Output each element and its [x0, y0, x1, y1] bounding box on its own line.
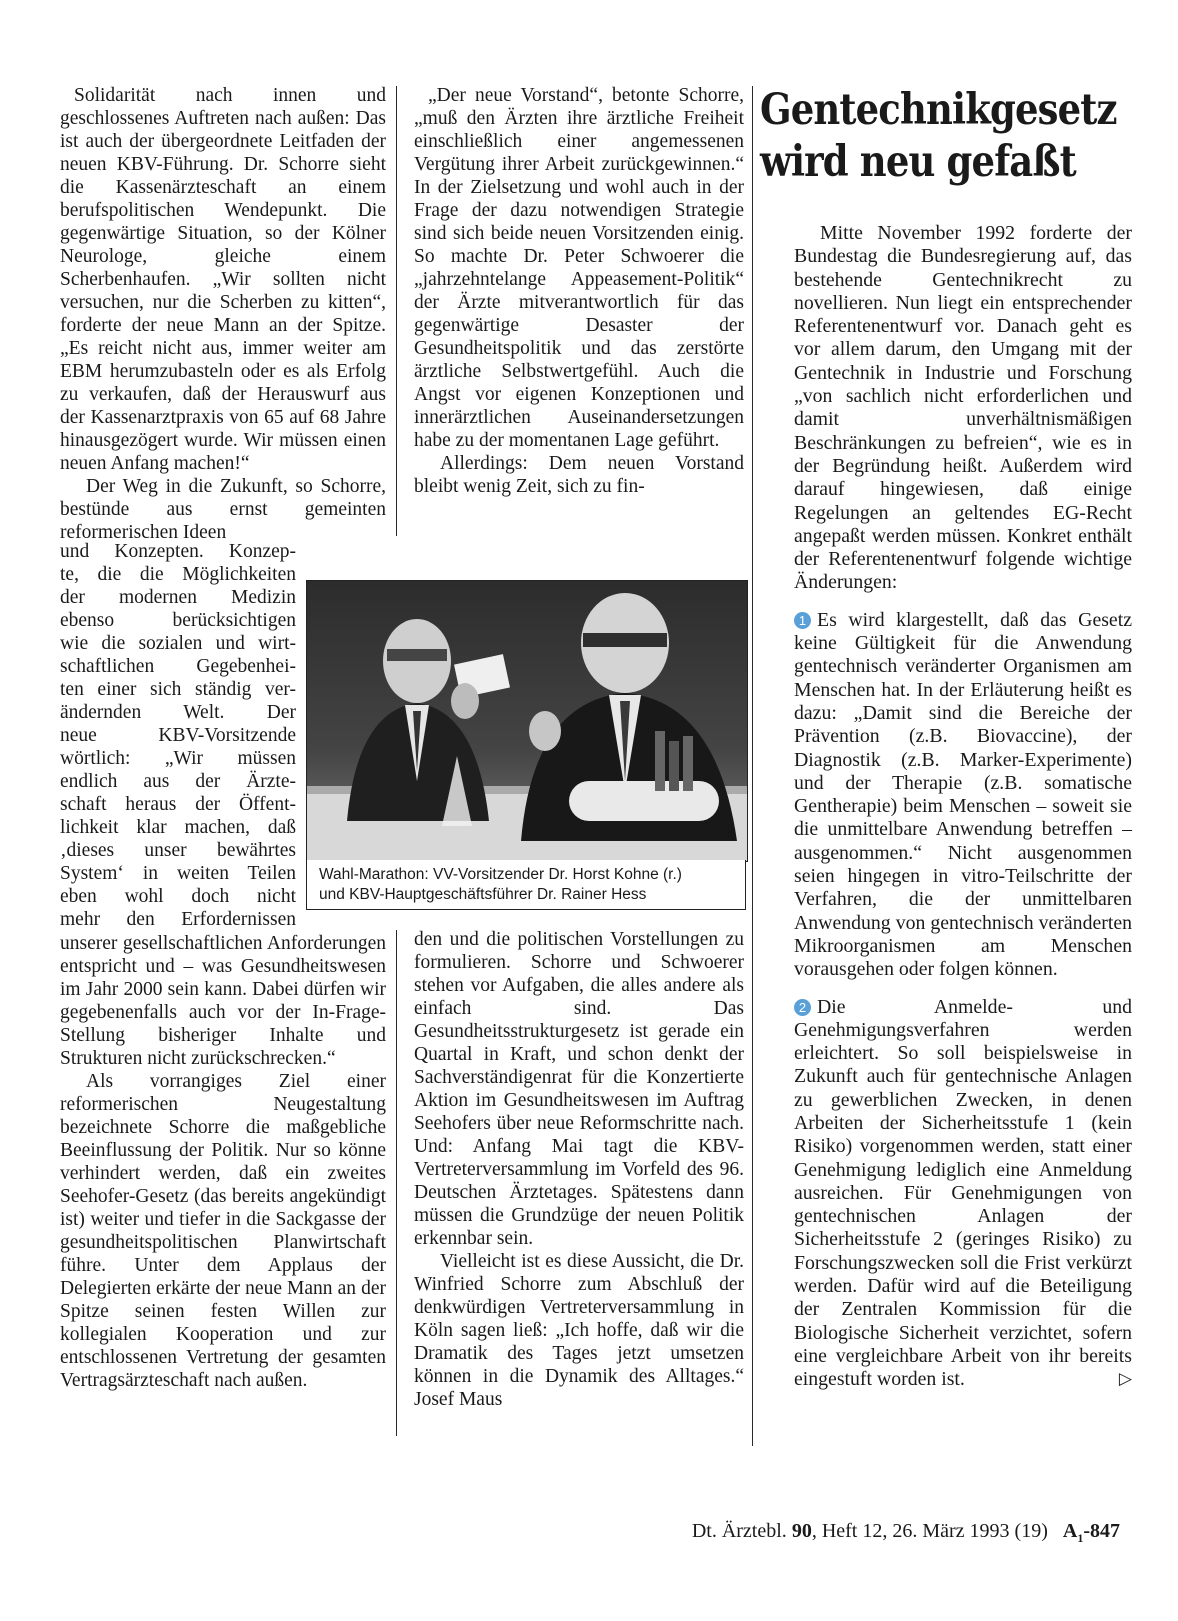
wrapped-line: ebenso berücksichtigen: [60, 610, 296, 631]
continue-arrow-icon: ▷: [1118, 1369, 1132, 1390]
item-text: Die Anmelde- und Genehmigungsverfahren werden erleichtert. So soll beispielsweise in Zukunft auch für gentechnische Anlagen zu gewerblichen Zwecken, in denen Arbeiten der Sicherheitsstufe 1 (kein Risiko) vorgenommen werden, statt einer Genehmigung lediglich eine Anmeldung ausreichen. Für Genehmigungen von gentechnischen Anlagen der Sicherheitsstufe 2 (geringes Risiko) zu Forschungszwecken soll die Frist verkürzt werden. Dafür wird auf die Beteiligung der Zentralen Kommission für die Biologische Sicherheit verzichtet, sofern eine vergleichbare Arbeit von ihr bereits eingestuft worden ist.: [794, 995, 1132, 1391]
headline-line: wird neu gefaßt: [760, 137, 1076, 187]
page-sub: 1: [1077, 1531, 1084, 1545]
wrapped-line: ten einer sich ständig ver-: [60, 679, 296, 700]
photo-caption: [306, 860, 746, 910]
paragraph-text: Vielleicht ist es diese Aussicht, die Dr. Winfried Schorre zum Abschluß der denkwürdigen Vertreterversammlung in Köln sagen ließ: „Ich hoffe, daß wir die Dramatik des Tages jetzt umsetzen können in die Dynamik des Alltages.“: [414, 1251, 744, 1387]
page-footer: [600, 1520, 1120, 1546]
sidebar-body: [794, 222, 1132, 1392]
sidebar-item-2: [794, 996, 1132, 1392]
sidebar-headline: [760, 84, 1117, 188]
column-rule: [396, 86, 397, 536]
wrapped-line: te, die die Möglichkeiten: [60, 564, 296, 585]
number-2-bullet-icon: 2: [794, 999, 811, 1016]
sidebar-intro: Mitte November 1992 forderte der Bundestag die Bundesregierung auf, das bestehende Gentechnikrecht zu novellieren. Nun liegt ein entsprechender Referentenentwurf vor. Danach geht es vor allem darum, den Umgang mit der Gentechnik in Industrie und Forschung „von sachlich nicht erforderlichen und damit unverhältnismäßigen Beschränkungen zu befreien“, wie es in der Begründung heißt. Außerdem wird darauf hingewiesen, daß einige Regelungen an geltendes EG-Recht angepaßt werden müssen. Konkret enthält der Referentenentwurf folgende wichtige Änderungen:: [794, 222, 1132, 594]
wrapped-line: ändernden Welt. Der: [60, 702, 296, 723]
column-rule: [752, 86, 753, 1446]
wrapped-line: wie die sozialen und wirt-: [60, 633, 296, 654]
paragraph: unserer gesellschaftlichen Anforderungen entspricht und – was Gesundheitswesen im Jahr 2000 sein kann. Dabei dürfen wir gegebenenfalls auch vor der In-Frage-Stellung bisheriger Inhalte und Strukturen nicht zurückschrecken.“: [60, 933, 386, 1069]
journal-name: Dt. Ärztebl.: [691, 1520, 787, 1542]
article-column-2-bottom: [414, 928, 744, 1411]
page-number: -847: [1083, 1520, 1120, 1542]
wrapped-line: lichkeit klar machen, daß: [60, 817, 296, 838]
news-photo: [306, 580, 748, 862]
wrapped-line: schaft heraus der Öffent-: [60, 794, 296, 815]
wrapped-line: und Konzepten. Konzep-: [60, 541, 296, 562]
caption-line: und KBV-Hauptgeschäftsführer Dr. Rainer Hess: [319, 886, 647, 903]
article-column-1-wrapped: [60, 540, 296, 931]
paragraph: Solidarität nach innen und geschlossenes Auftreten nach außen: Das ist auch der übergeordnete Leitfaden der neuen KBV-Führung. Dr. Schorre sieht die Kassenärzteschaft an einem berufspolitischen Wendepunkt. Die gegenwärtige Situation, so der Kölner Neurologe, gleiche einem Scherbenhaufen. „Wir sollten nicht versuchen, nur die Scherben zu kitten“, forderte der neue Mann an der Spitze. „Es reicht nicht aus, immer weiter am EBM herumzubasteln oder es als Erfolg zu verkaufen, daß der Herauswurf aus der Kassenarztpraxis von 65 auf 68 Jahre hinausgezögert wurde. Wir müssen einen neuen Anfang machen!“: [60, 85, 386, 474]
journal-volume: 90: [791, 1520, 812, 1542]
photo-illustration: [307, 581, 747, 861]
wrapped-line: schaftlichen Gegebenhei-: [60, 656, 296, 677]
sidebar-item-1: [794, 609, 1132, 982]
headline-line: Gentechnikgesetz: [760, 85, 1117, 135]
caption-line: Wahl-Marathon: VV-Vorsitzender Dr. Horst Kohne (r.): [319, 866, 682, 883]
article-column-2-top: [414, 84, 744, 498]
issue-info: , Heft 12, 26. März 1993 (19): [811, 1520, 1048, 1542]
wrapped-line: wörtlich: „Wir müssen: [60, 748, 296, 769]
wrapped-line: System‘ in weiten Teilen: [60, 863, 296, 884]
article-column-1-bottom: [60, 932, 386, 1392]
wrapped-line: endlich aus der Ärzte-: [60, 771, 296, 792]
wrapped-line: der modernen Medizin: [60, 587, 296, 608]
wrapped-line: eben wohl doch nicht: [60, 886, 296, 907]
wrapped-line: neue KBV-Vorsitzende: [60, 725, 296, 746]
paragraph: „Der neue Vorstand“, betonte Schorre, „muß den Ärzten ihre ärztliche Freiheit einschließlich einer angemessenen Vergütung ihrer Arbeit zurückgewinnen.“ In der Zielsetzung und wohl auch in der Frage der dazu notwendigen Strategie sind sich beide neuen Vorsitzenden einig. So machte Dr. Peter Schwoerer die „jahrzehntelange Appeasement-Politik“ der Ärzte mitverantwortlich für das gegenwärtige Desaster der Gesundheitspolitik und das zerstörte ärztliche Selbstwertgefühl. Auch die Angst vor eigenen Konzeptionen und innerärztlichen Auseinandersetzungen habe zu der momentanen Lage geführt.: [414, 85, 744, 451]
paragraph: den und die politischen Vorstellungen zu formulieren. Schorre und Schwoerer stehen vor Aufgaben, die alles andere als einfach sind. Das Gesundheitsstrukturgesetz ist gerade ein Quartal in Kraft, und schon denkt der Sachverständigenrat für die Konzertierte Aktion im Gesundheitswesen im Auftrag Seehofers über neue Reformschritte nach. Und: Anfang Mai tagt die KBV-Vertreterversammlung im Vorfeld des 96. Deutschen Ärztetages. Spätestens dann müssen die Grundzüge der neuen Politik erkennbar sein.: [414, 929, 744, 1249]
number-1-bullet-icon: 1: [794, 612, 811, 629]
paragraph: Als vorrangiges Ziel einer reformerischen Neugestaltung bezeichnete Schorre die maßgebliche Beeinflussung der Politik. Nur so könne verhindert werden, daß ein zweites Seehofer-Gesetz (das bereits angekündigt ist) weiter und tiefer in die Sackgasse der gesundheitspolitischen Planwirtschaft führe. Unter dem Applaus der Delegierten erkärte der neue Mann an der Spitze seinen festen Willen zur kollegialen Kooperation und zur entschlossenen Vertretung der gesamten Vertragsärzteschaft nach außen.: [60, 1071, 386, 1391]
column-rule: [396, 930, 397, 1436]
paragraph: Der Weg in die Zukunft, so Schorre, bestünde aus ernst gemeinten reformerischen Ideen: [60, 476, 386, 543]
page-prefix: A: [1062, 1520, 1078, 1542]
wrapped-line: ‚dieses unser bewährtes: [60, 840, 296, 861]
item-text: Es wird klargestellt, daß das Gesetz keine Gültigkeit für die Anwendung gentechnisch veränderter Organismen am Menschen hat. In der Erläuterung heißt es dazu: „Damit sind die Bereiche der Prävention (z.B. Biovaccine), der Diagnostik (z.B. Marker-Experimente) und der Therapie (z.B. somatische Gentherapie) beim Menschen – soweit sie die unmittelbare Anwendung betreffen – ausgenommen.“ Nicht ausgenommen seien hingegen in vitro-Teilschritte der Verfahren, die der unmittelbaren Anwendung von gentechnisch veränderten Mikroorganismen am Menschen vorausgehen oder folgen können.: [794, 608, 1132, 981]
paragraph: [414, 1250, 744, 1411]
paragraph: Allerdings: Dem neuen Vorstand bleibt wenig Zeit, sich zu fin-: [414, 453, 744, 497]
article-column-1-top: [60, 84, 386, 544]
wrapped-line: mehr den Erfordernissen: [60, 909, 296, 930]
wrapped-text-beside-photo: [60, 540, 296, 931]
author-name: Josef Maus: [414, 1389, 503, 1410]
